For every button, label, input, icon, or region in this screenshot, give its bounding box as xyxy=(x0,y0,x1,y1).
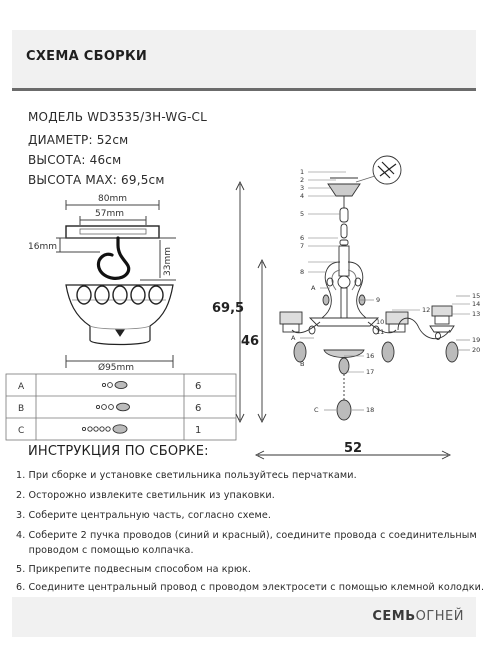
dim-95-label: Ø95mm xyxy=(98,363,135,373)
parts-table xyxy=(6,374,236,440)
part-c-letter: C xyxy=(18,426,25,436)
canopy-detail xyxy=(66,285,173,373)
instruction-step-3: 3. Соберите центральную часть, согласно схеме. xyxy=(16,510,272,521)
dim-80-label: 80mm xyxy=(98,194,127,204)
instruction-step-4: 4. Соберите 2 пучка проводов (синий и красный), соедините провода с соединительным xyxy=(16,530,477,541)
model-label: МОДЕЛЬ WD3535/3H-WG-CL xyxy=(28,110,207,124)
callout-11: 11 xyxy=(376,328,385,336)
letter-a-upper: A xyxy=(311,284,316,292)
part-a-qty: 6 xyxy=(195,381,202,392)
crystal-string-c xyxy=(82,425,127,433)
callout-16: 16 xyxy=(366,352,375,360)
brand-light-text: ОГНЕЙ xyxy=(415,609,464,624)
instructions-title: ИНСТРУКЦИЯ ПО СБОРКЕ: xyxy=(28,444,209,459)
part-b-letter: B xyxy=(18,404,25,414)
crystal-string-a xyxy=(102,381,127,388)
callout-1: 1 xyxy=(300,168,305,176)
height-max-label: ВЫСОТА MAX: 69,5см xyxy=(28,173,165,187)
callout-10: 10 xyxy=(376,318,385,326)
page-title: СХЕМА СБОРКИ xyxy=(26,49,148,64)
dim-16-label: 16mm xyxy=(28,242,57,252)
crystal-string-b xyxy=(96,403,129,411)
callout-3: 3 xyxy=(300,184,305,192)
dim-57-label: 57mm xyxy=(95,209,124,219)
dim-width-label: 52 xyxy=(344,441,363,456)
instruction-step-2: 2. Осторожно извлеките светильник из упаковки. xyxy=(16,490,275,501)
chandelier-drawing xyxy=(280,156,470,420)
callout-14: 14 xyxy=(472,300,481,308)
height-label: ВЫСОТА: 46см xyxy=(28,153,122,167)
instruction-step-4-cont: проводом с помощью колпачка. xyxy=(16,545,194,556)
callout-7: 7 xyxy=(300,242,305,250)
hook xyxy=(98,238,128,278)
bracket-detail xyxy=(28,194,176,280)
letter-c: C xyxy=(314,406,319,414)
brand-logo xyxy=(372,609,464,624)
dim-max-height-label: 69,5 xyxy=(212,301,245,316)
brand-bold-text: СЕМЬ xyxy=(372,609,416,624)
callout-4: 4 xyxy=(300,192,305,200)
callout-9: 9 xyxy=(376,296,381,304)
callout-5: 5 xyxy=(300,210,305,218)
diameter-label: ДИАМЕТР: 52см xyxy=(28,133,129,147)
callout-13: 13 xyxy=(472,310,481,318)
instruction-step-5: 5. Прикрепите подвесным способом на крюк. xyxy=(16,564,252,575)
dim-33-label: 33mm xyxy=(163,247,173,276)
callout-19: 19 xyxy=(472,336,481,344)
callout-20: 20 xyxy=(472,346,481,354)
instruction-step-1: 1. При сборке и установке светильника пользуйтесь перчатками. xyxy=(16,470,357,481)
letter-b: B xyxy=(300,360,305,368)
instruction-step-6: 6. Соедините центральный провод с проводом электросети с помощью клемной колодки. xyxy=(16,582,485,593)
letter-a-lower: A xyxy=(291,334,296,342)
part-c-qty: 1 xyxy=(195,425,202,436)
callout-8: 8 xyxy=(300,268,305,276)
part-b-qty: 6 xyxy=(195,403,202,414)
callout-6: 6 xyxy=(300,234,305,242)
callout-18: 18 xyxy=(366,406,375,414)
dim-height-label: 46 xyxy=(241,334,260,349)
callout-17: 17 xyxy=(366,368,375,376)
callout-12: 12 xyxy=(422,306,431,314)
part-a-letter: A xyxy=(18,382,25,392)
callout-15: 15 xyxy=(472,292,481,300)
callout-2: 2 xyxy=(300,176,305,184)
